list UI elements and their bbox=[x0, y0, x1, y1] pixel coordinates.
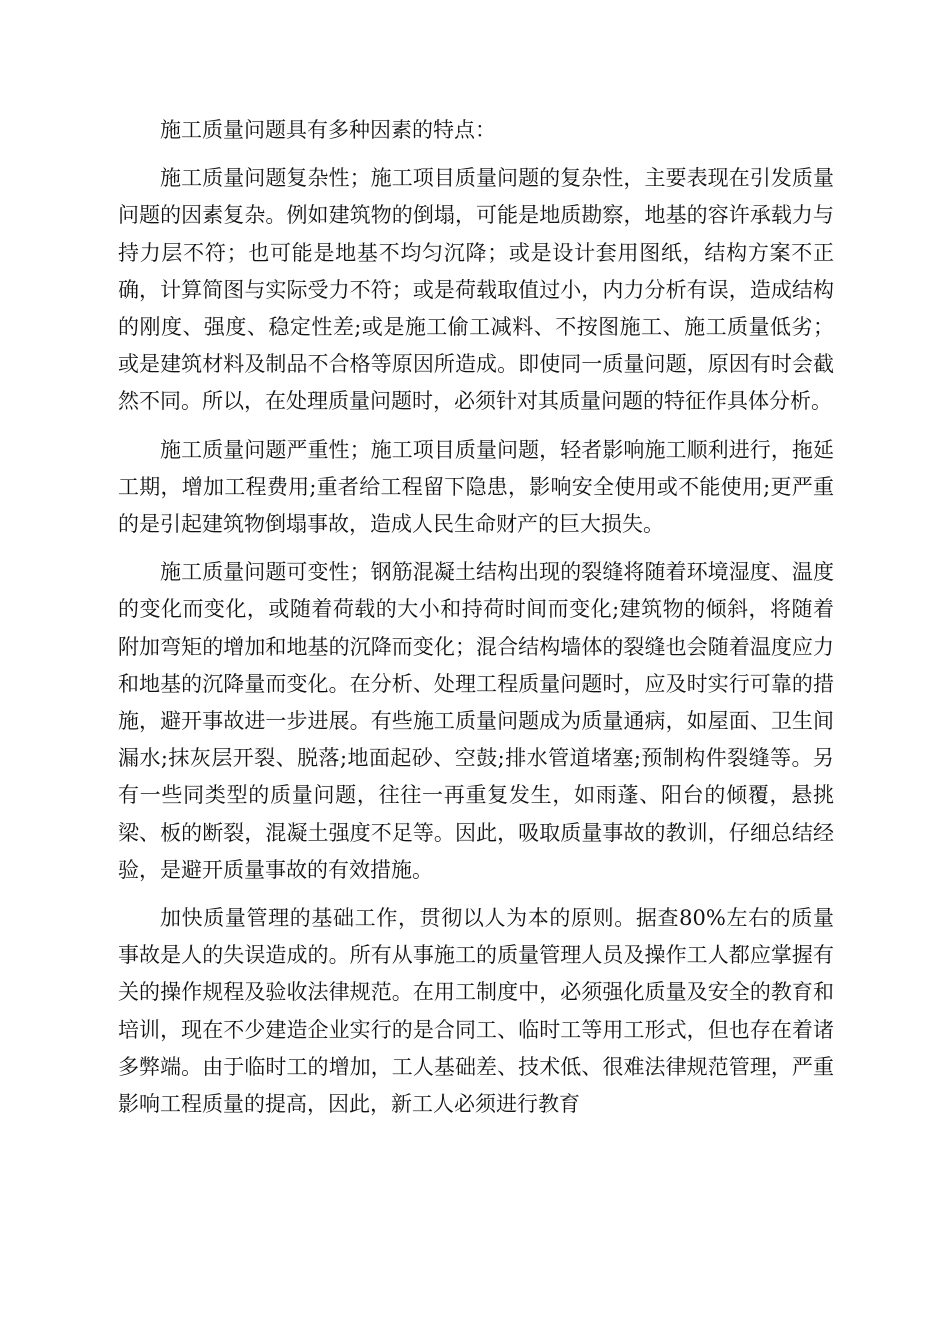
variability-paragraph: 施工质量问题可变性；钢筋混凝土结构出现的裂缝将随着环境湿度、温度的变化而变化，或随着荷载的大小和持荷时间而变化;建筑物的倾斜，将随着附加弯矩的增加和地基的沉降而变化；混合结构墙体的裂缝也会随着温度应力和地基的沉降量而变化。在分析、处理工程质量问题时，应及时实行可靠的措施，避开事故进一步进展。有些施工质量问题成为质量通病，如屋面、卫生间漏水;抹灰层开裂、脱落;地面起砂、空鼓;排水管道堵塞;预制构件裂缝等。另有一些同类型的质量问题，往往一再重复发生，如雨蓬、阳台的倾覆，悬挑梁、板的断裂，混凝土强度不足等。因此，吸取质量事故的教训，仔细总结经验，是避开质量事故的有效措施。 bbox=[118, 560, 834, 882]
intro-paragraph: 施工质量问题具有多种因素的特点： bbox=[160, 118, 496, 142]
complexity-paragraph: 施工质量问题复杂性；施工项目质量问题的复杂性，主要表现在引发质量问题的因素复杂。例如建筑物的倒塌，可能是地质勘察，地基的容许承载力与持力层不符；也可能是地基不均匀沉降；或是设计套用图纸，结构方案不正确，计算简图与实际受力不符；或是荷载取值过小，内力分析有误，造成结构的刚度、强度、稳定性差;或是施工偷工减料、不按图施工、施工质量低劣；或是建筑材料及制品不合格等原因所造成。即使同一质量问题，原因有时会截然不同。所以，在处理质量问题时，必须针对其质量问题的特征作具体分析。 bbox=[118, 166, 834, 414]
document-page bbox=[118, 112, 834, 1134]
severity-paragraph: 施工质量问题严重性；施工项目质量问题，轻者影响施工顺利进行，拖延工期，增加工程费用;重者给工程留下隐患，影响安全使用或不能使用;更严重的是引起建筑物倒塌事故，造成人民生命财产的巨大损失。 bbox=[118, 437, 834, 537]
management-paragraph: 加快质量管理的基础工作，贯彻以人为本的原则。据查80%左右的质量事故是人的失误造成的。所有从事施工的质量管理人员及操作工人都应掌握有关的操作规程及验收法律规范。在用工制度中，必须强化质量及安全的教育和培训，现在不少建造企业实行的是合同工、临时工等用工形式，但也存在着诸多弊端。由于临时工的增加，工人基础差、技术低、很难法律规范管理，严重影响工程质量的提高，因此，新工人必须进行教育 bbox=[118, 906, 834, 1117]
